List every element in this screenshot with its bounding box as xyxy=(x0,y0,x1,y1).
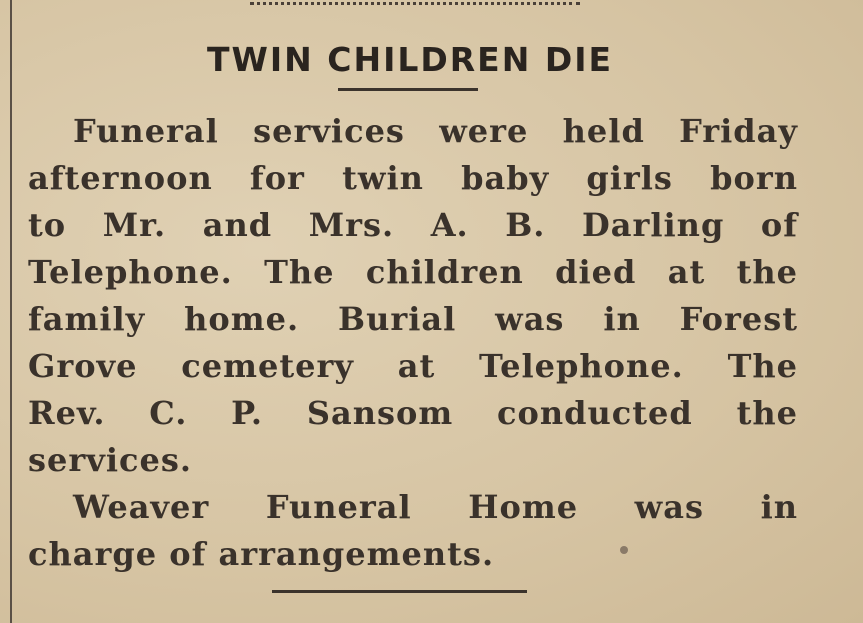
paper-speck xyxy=(620,546,628,554)
body-line: Grove cemetery at Telephone. The xyxy=(28,347,798,385)
article-body xyxy=(28,108,798,578)
body-line: family home. Burial was in Forest xyxy=(28,300,798,338)
body-line: services. xyxy=(28,441,192,479)
body-line: charge of arrangements. xyxy=(28,535,495,573)
footer-rule xyxy=(272,590,527,593)
paragraph-2 xyxy=(28,484,798,578)
top-separator xyxy=(250,2,580,8)
body-line: Telephone. The children died at the xyxy=(28,253,798,291)
body-line: to Mr. and Mrs. A. B. Darling of xyxy=(28,206,798,244)
article-headline: TWIN CHILDREN DIE xyxy=(206,40,614,80)
body-line: Rev. C. P. Sansom conducted the xyxy=(28,394,798,432)
paragraph-1 xyxy=(28,108,798,484)
body-line: Funeral services were held Friday xyxy=(73,112,798,150)
body-line: afternoon for twin baby girls born xyxy=(28,159,798,197)
body-line: Weaver Funeral Home was in xyxy=(73,488,798,526)
column-divider xyxy=(10,0,12,623)
headline-rule xyxy=(338,88,478,91)
